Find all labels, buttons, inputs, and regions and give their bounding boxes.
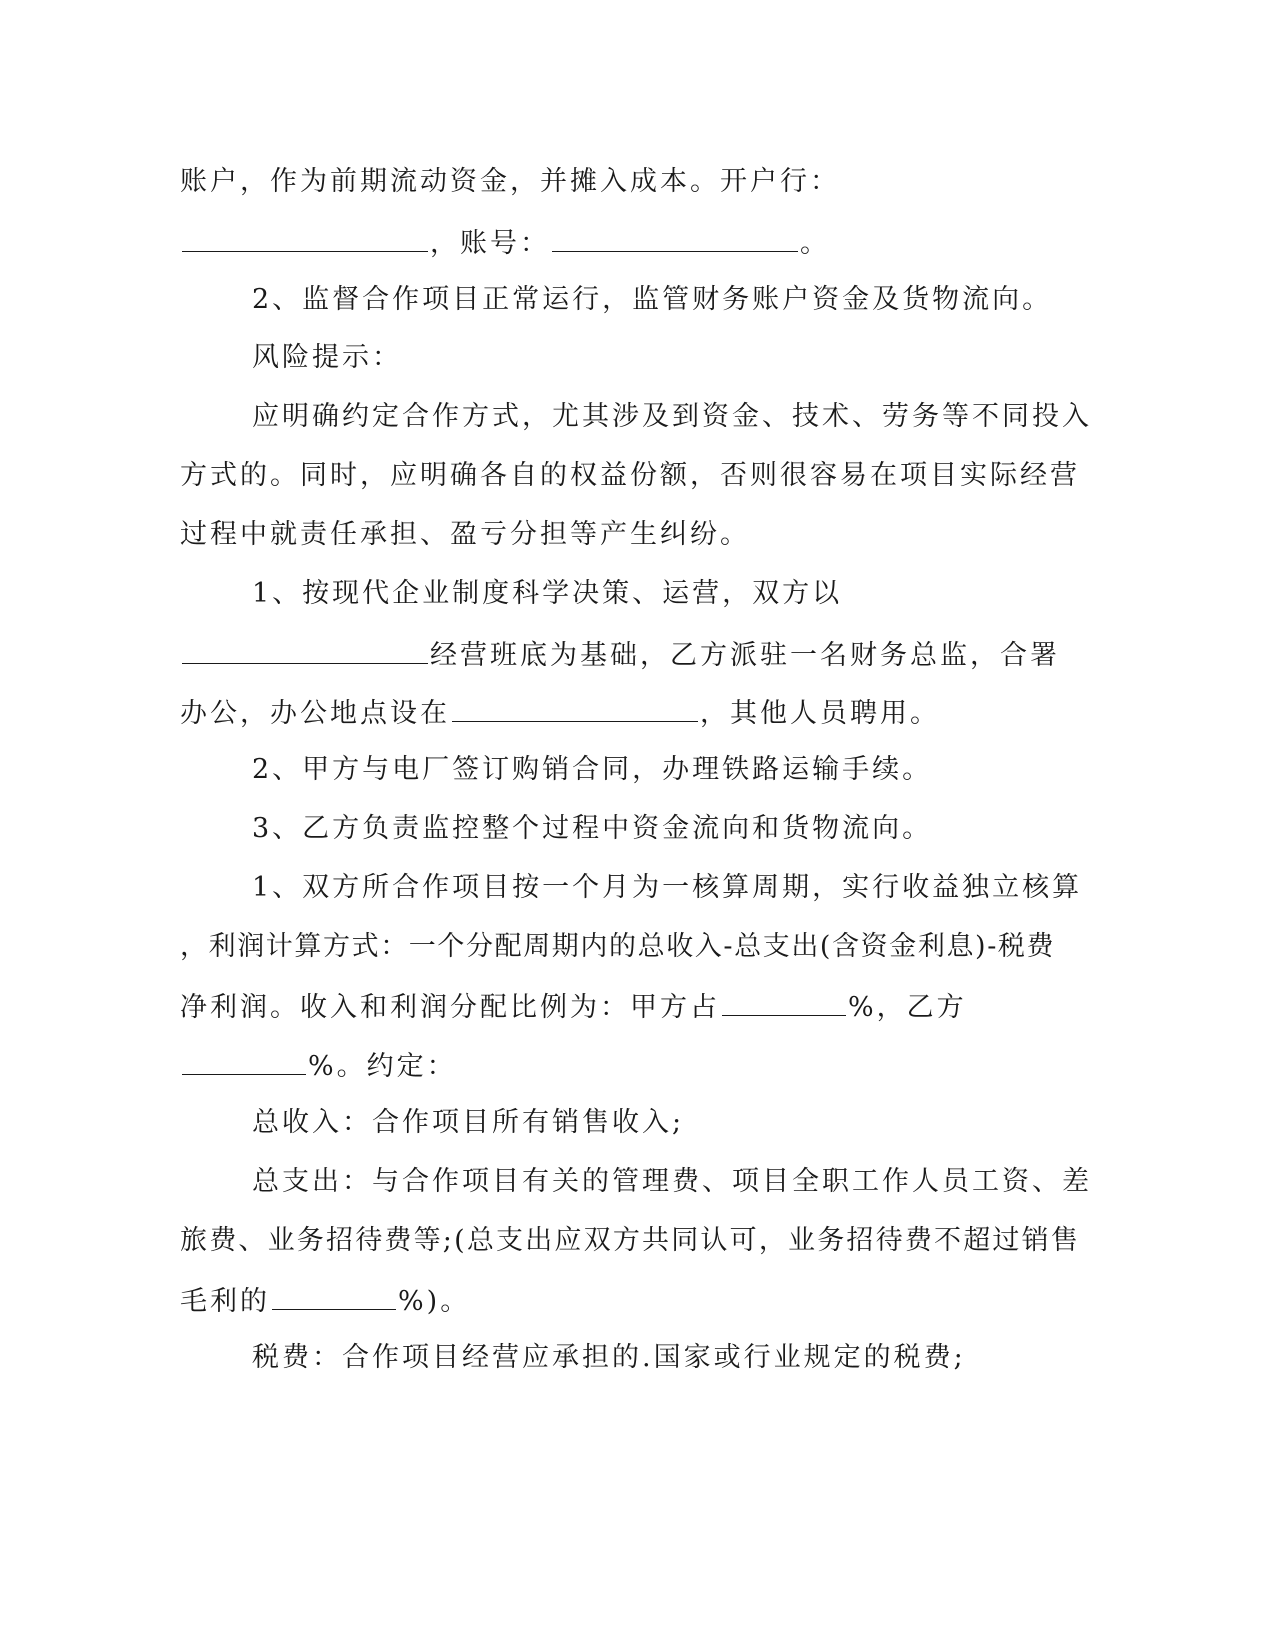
blank-line <box>180 633 1060 673</box>
blank-field[interactable] <box>272 1279 396 1310</box>
text-segment: 。 <box>800 228 830 259</box>
blank-line <box>180 691 940 731</box>
blank-line <box>180 985 967 1025</box>
text-line: 1、按现代企业制度科学决策、运营，双方以 <box>252 578 843 609</box>
text-line: 2、甲方与电厂签订购销合同，办理铁路运输手续。 <box>252 754 933 785</box>
text-segment: 毛利的 <box>180 1286 270 1317</box>
blank-field[interactable] <box>182 1044 306 1075</box>
blank-field[interactable] <box>722 985 846 1016</box>
blank-line <box>180 1279 470 1319</box>
blank-field[interactable] <box>182 221 428 252</box>
text-segment: ，账号： <box>430 228 550 259</box>
blank-field[interactable] <box>552 221 798 252</box>
text-line: 方式的。同时，应明确各自的权益份额，否则很容易在项目实际经营 <box>180 460 1080 491</box>
text-line: 应明确约定合作方式，尤其涉及到资金、技术、劳务等不同投入 <box>252 401 1092 432</box>
text-line: 2、监督合作项目正常运行，监管财务账户资金及货物流向。 <box>252 284 1053 315</box>
text-line: 过程中就责任承担、盈亏分担等产生纠纷。 <box>180 519 750 550</box>
text-line: 总收入：合作项目所有销售收入; <box>252 1107 685 1138</box>
text-segment: %，乙方 <box>848 992 967 1023</box>
text-segment: ，其他人员聘用。 <box>700 698 940 729</box>
text-line: 税费：合作项目经营应承担的.国家或行业规定的税费; <box>252 1342 966 1373</box>
text-segment: 经营班底为基础，乙方派驻一名财务总监，合署 <box>430 640 1060 671</box>
text-line: 3、乙方负责监控整个过程中资金流向和货物流向。 <box>252 813 933 844</box>
text-line: 账户，作为前期流动资金，并摊入成本。开户行： <box>180 166 840 197</box>
text-line: 1、双方所合作项目按一个月为一核算周期，实行收益独立核算 <box>252 872 1083 903</box>
blank-field[interactable] <box>452 691 698 722</box>
account-blank-line <box>180 221 830 261</box>
text-segment: 办公，办公地点设在 <box>180 698 450 729</box>
text-segment: 净利润。收入和利润分配比例为：甲方占 <box>180 992 720 1023</box>
text-line: 总支出：与合作项目有关的管理费、项目全职工作人员工资、差 <box>252 1166 1092 1197</box>
text-line: 旅费、业务招待费等;(总支出应双方共同认可，业务招待费不超过销售 <box>180 1225 1081 1256</box>
text-segment: %。约定： <box>308 1051 457 1082</box>
text-segment: %)。 <box>398 1286 471 1317</box>
text-line: ，利润计算方式：一个分配周期内的总收入-总支出(含资金利息)-税费 <box>180 931 1056 962</box>
section-heading: 风险提示： <box>252 342 402 373</box>
blank-field[interactable] <box>182 633 428 664</box>
blank-line <box>180 1044 457 1084</box>
